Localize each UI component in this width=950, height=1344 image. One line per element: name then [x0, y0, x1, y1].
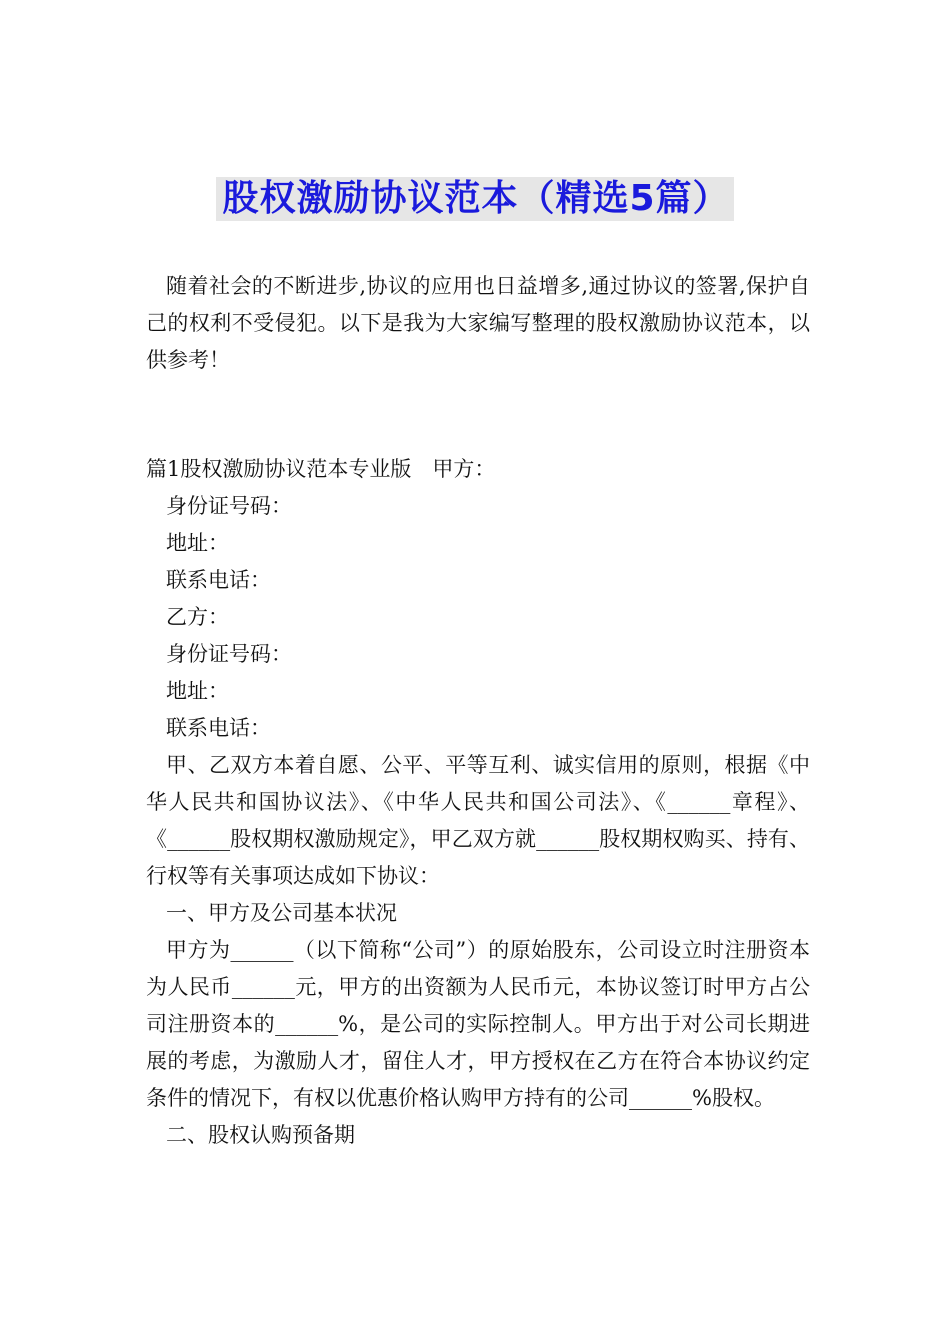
party-b-id-number: 身份证号码： — [166, 642, 292, 666]
intro-paragraph: 随着社会的不断进步,协议的应用也日益增多,通过协议的签署,保护自己的权利不受侵犯。以下是我为大家编写整理的股权激励协议范本，以供参考！ — [146, 274, 810, 372]
section-heading-1: 一、甲方及公司基本状况 — [166, 901, 397, 925]
party-b-phone: 联系电话： — [166, 716, 271, 740]
agreement-preamble: 甲、乙双方本着自愿、公平、平等互利、诚实信用的原则，根据《中华人民共和国协议法》、《中华人民共和国公司法》、《______章程》、《______股权期权激励规定》，甲乙双方就______股权期权购买、持有、行权等有关事项达成如下协议： — [146, 753, 810, 888]
party-b-label: 乙方： — [166, 605, 229, 629]
section-heading-article-1: 篇1股权激励协议范本专业版 甲方： — [146, 457, 496, 481]
document-title: 股权激励协议范本（精选5篇） — [216, 177, 733, 221]
party-a-address: 地址： — [166, 531, 229, 555]
section-1-body: 甲方为______（以下简称“公司”）的原始股东，公司设立时注册资本为人民币______元，甲方的出资额为人民币元，本协议签订时甲方占公司注册资本的______%，是公司的实际控制人。甲方出于对公司长期进展的考虑，为激励人才，留住人才，甲方授权在乙方在符合本协议约定条件的情况下，有权以优惠价格认购甲方持有的公司______%股权。 — [146, 938, 810, 1110]
agreement-content — [146, 451, 810, 1154]
section-heading-2: 二、股权认购预备期 — [166, 1123, 355, 1147]
party-a-phone: 联系电话： — [166, 568, 271, 592]
party-b-address: 地址： — [166, 679, 229, 703]
party-a-id-number: 身份证号码： — [166, 494, 292, 518]
title-container — [0, 177, 950, 221]
